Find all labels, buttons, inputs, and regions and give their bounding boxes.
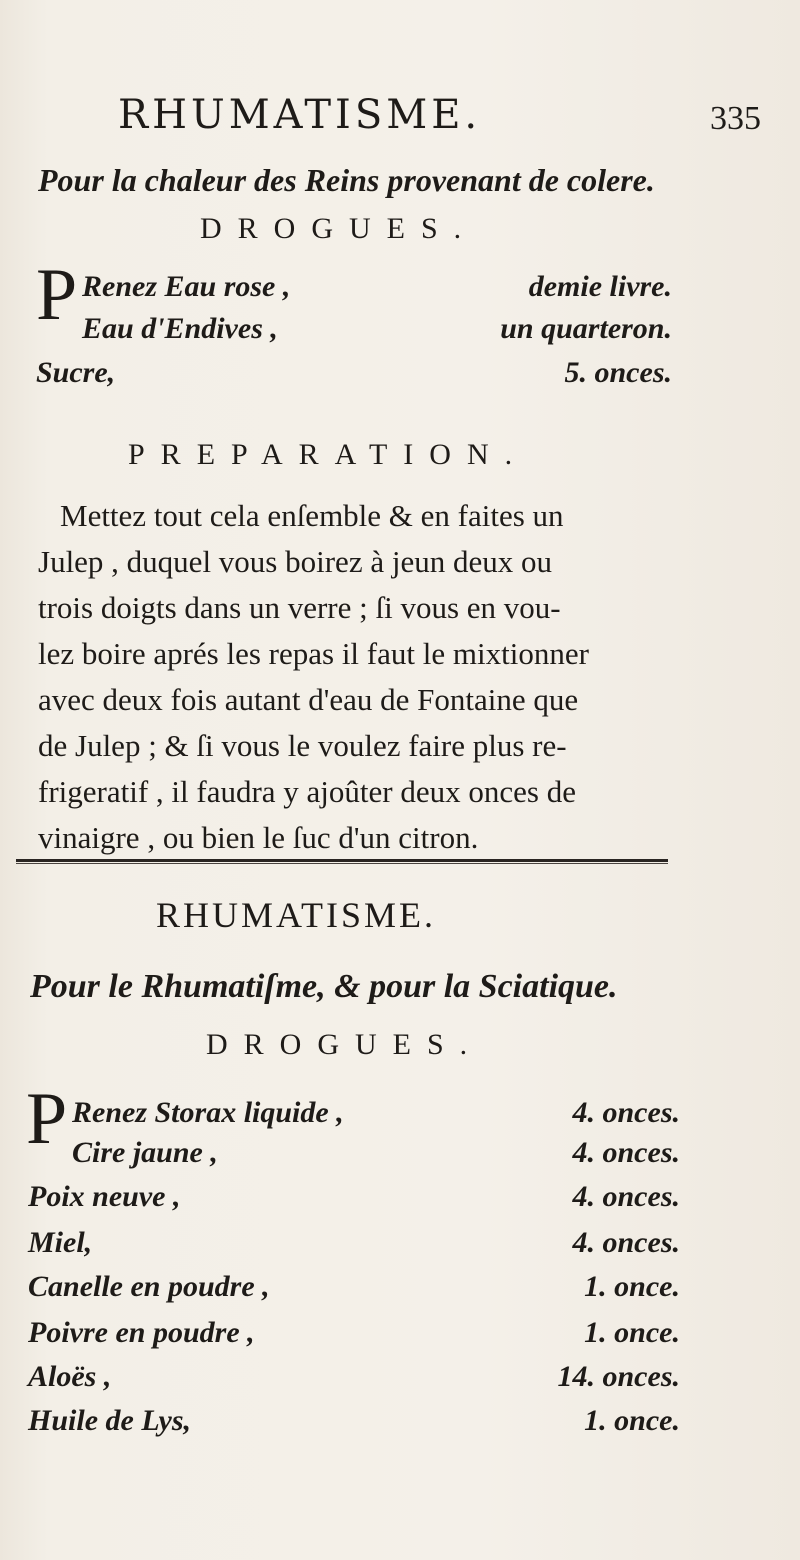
preparation-line: de Julep ; & ſi vous le voulez faire plus re- [38,728,567,763]
section-divider-rule [16,859,668,862]
drogues-heading: DROGUES. [200,212,478,245]
ingredient-quantity: 1. once. [584,1270,680,1303]
ingredient-quantity: un quarteron. [500,312,672,345]
running-title: RHUMATISME. [118,92,482,138]
ingredient-name: Huile de Lys, [28,1404,192,1437]
ingredient-name: Renez Storax liquide , [72,1096,344,1129]
rx-initial-letter: P [36,254,78,336]
ingredient-quantity: 4. onces. [572,1180,680,1213]
preparation-line: avec deux fois autant d'eau de Fontaine que [38,682,579,717]
drogues-heading: DROGUES. [206,1028,484,1061]
ingredient-name: Renez Eau rose , [82,270,291,303]
ingredient-name: Cire jaune , [72,1136,218,1169]
page-number: 335 [710,100,761,137]
ingredient-quantity: 1. once. [584,1316,680,1349]
preparation-line: lez boire aprés les repas il faut le mixtionner [38,636,589,671]
ingredient-quantity: 4. onces. [572,1226,680,1259]
preparation-line: frigeratif , il faudra y ajoûter deux onces de [38,774,576,809]
section-title: RHUMATISME. [156,895,437,935]
ingredient-quantity: 4. onces. [572,1136,680,1169]
ingredient-name: Sucre, [36,356,116,389]
recipe-subtitle: Pour la chaleur des Reins provenant de colere. [38,162,655,198]
ingredient-name: Poivre en poudre , [28,1316,255,1349]
ingredient-quantity: 5. onces. [564,356,672,389]
ingredient-quantity: demie livre. [528,270,672,303]
ingredient-name: Aloës , [28,1360,112,1393]
ingredient-quantity: 4. onces. [572,1096,680,1129]
ingredient-name: Canelle en poudre , [28,1270,270,1303]
ingredient-quantity: 14. onces. [557,1360,680,1393]
ingredient-name: Eau d'Endives , [82,312,278,345]
ingredient-name: Miel, [28,1226,93,1259]
preparation-line: Julep , duquel vous boirez à jeun deux ou [38,544,552,579]
ingredient-name: Poix neuve , [28,1180,181,1213]
preparation-line: Mettez tout cela enſemble & en faites un [60,498,564,533]
preparation-line: vinaigre , ou bien le ſuc d'un citron. [38,820,479,855]
preparation-heading: PREPARATION. [128,438,529,471]
ingredient-quantity: 1. once. [584,1404,680,1437]
rx-initial-letter: P [26,1078,68,1160]
recipe-subtitle: Pour le Rhumatiſme, & pour la Sciatique. [30,968,618,1005]
preparation-line: trois doigts dans un verre ; ſi vous en vou- [38,590,561,625]
